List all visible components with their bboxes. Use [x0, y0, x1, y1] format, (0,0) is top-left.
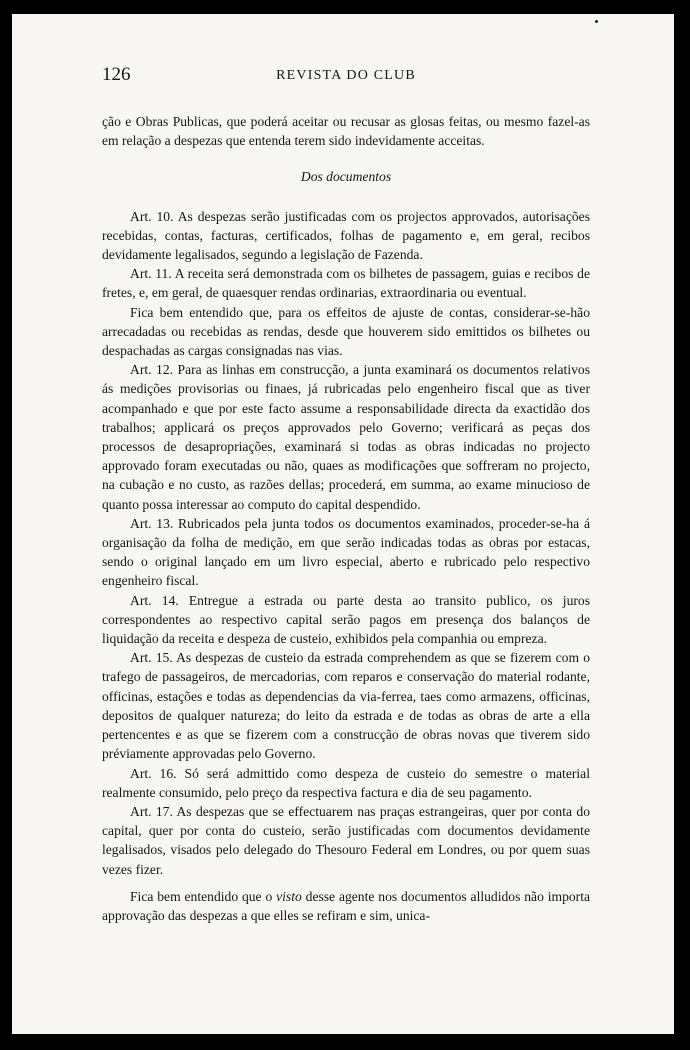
page-header	[102, 64, 590, 90]
page-number: 126	[102, 64, 131, 85]
paragraph-visto	[102, 887, 590, 925]
paragraph-art-12: Art. 12. Para as linhas em construcção, a junta examinará os documentos relativos ás medições provisorias ou finaes, já rubricadas pelo engenheiro fiscal que as tiver acompanhado e que por este facto assume a responsabilidade directa da exactidão dos trabalhos; applicará os preços approvados pelo Governo; verificará as peças dos processos de desapropriações, examinará si todas as obras indicadas no projecto approvado foram executadas ou não, quaes as modificações que soffreram no projecto, na cubação e no custo, as razões dellas; procederá, em summa, ao exame minucioso de quanto possa interessar ao computo do capital despendido.	[102, 362, 590, 512]
body-text	[102, 112, 590, 925]
continued-paragraph: ção e Obras Publicas, que poderá aceitar ou recusar as glosas feitas, ou mesmo fazel-as em relação a despezas que entenda terem sido indevidamente acceitas.	[102, 114, 590, 149]
paragraph-art-17: Art. 17. As despezas que se effectuarem nas praças estrangeiras, quer por conta do capital, quer por conta do custeio, serão justificadas com documentos devidamente legalisados, visados pelo delegado do Thesouro Federal em Londres, ou por quem suas vezes fizer.	[102, 803, 590, 877]
paragraph-fica-bem-entendido: Fica bem entendido que, para os effeitos de ajuste de contas, considerar-se-hão arrecadadas ou recebidas as rendas, desde que houverem sido emittidos os bilhetes ou despachadas as cargas consignadas nas vias.	[102, 304, 590, 359]
paragraph-art-11: Art. 11. A receita será demonstrada com os bilhetes de passagem, guias e recibos de fretes, e, em geral, de quaesquer rendas ordinarias, extraordinaria ou eventual.	[102, 266, 590, 301]
paragraph-art-14: Art. 14. Entregue a estrada ou parte desta ao transito publico, os juros correspondentes ao respectivo capital serão pagos em presença dos balanços de liquidação da receita e despeza de custeio, exhibidos pela companhia ou empreza.	[102, 592, 590, 647]
paragraph-art-10: Art. 10. As despezas serão justificadas com os projectos approvados, autorisações recebidas, contas, facturas, certificados, folhas de pagamento e, em geral, recibos devidamente legalisados, segundo a legislação de Fazenda.	[102, 208, 590, 263]
paragraph-art-16: Art. 16. Só será admittido como despeza de custeio do semestre o material realmente consumido, pelo preço da respectiva factura e dia de seu pagamento.	[102, 765, 590, 800]
paragraph-art-13: Art. 13. Rubricados pela junta todos os documentos examinados, proceder-se-ha á organisação da folha de medição, em que serão indicadas todas as obras por estacas, sendo o original lançado em um livro especial, aberto e rubricado pelo respectivo engenheiro fiscal.	[102, 515, 590, 589]
paragraph-art-15: Art. 15. As despezas de custeio da estrada comprehendem as que se fizerem com o trafego de passageiros, de mercadorias, com reparos e conservação do material rodante, officinas, estações e todas as dependencias da via-ferrea, taes como armazens, officinas, depositos de qualquer natureza; do leito da estrada e de todas as obras de arte a ella pertencentes e as que se fizerem com a construcção de obras novas que tiverem sido préviamente approvadas pelo Governo.	[102, 650, 590, 762]
scanned-page	[12, 14, 674, 1034]
visto-text-end: desse agente nos documentos alludidos não importa approvação das despezas a que elles se refiram e sim, unica-	[102, 888, 590, 923]
visto-text-start: Fica bem entendido que o	[130, 888, 277, 904]
ink-speck	[595, 20, 598, 23]
running-title: REVISTA DO CLUB	[276, 68, 416, 83]
section-heading: Dos documentos	[300, 169, 392, 185]
visto-italic-word: visto	[276, 888, 302, 904]
